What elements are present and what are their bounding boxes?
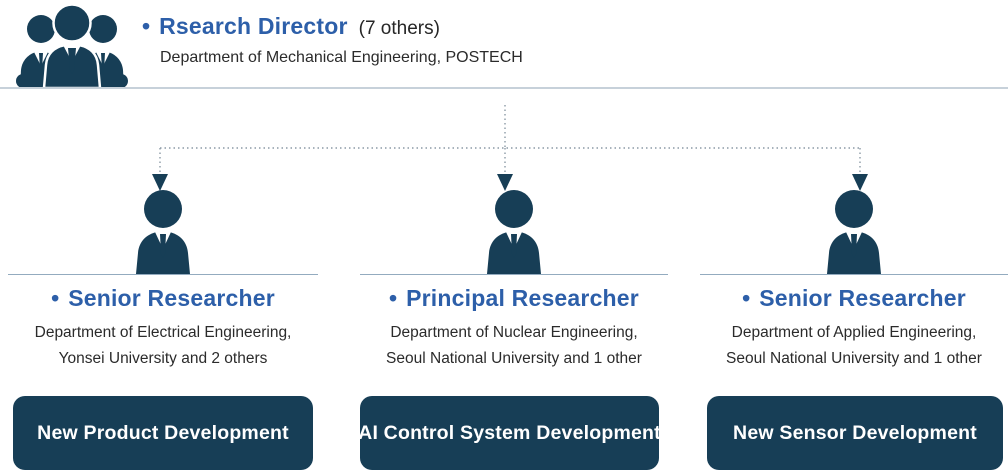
- header-divider: [0, 87, 1008, 89]
- researcher-person-icon: [823, 190, 885, 274]
- arrowhead-center-icon: [497, 174, 513, 191]
- branch-dept-line2: Seoul National University and 1 other: [386, 350, 642, 367]
- researcher-person-icon: [132, 190, 194, 274]
- branch-divider: [8, 274, 318, 275]
- branch-dept-line1: Department of Applied Engineering,: [731, 324, 977, 341]
- bullet-icon: •: [389, 285, 398, 311]
- branch-dept-line2: Seoul National University and 1 other: [726, 350, 982, 367]
- project-box-new-product-development: [13, 396, 313, 470]
- branch-divider: [360, 274, 668, 275]
- director-affiliation: Department of Mechanical Engineering, POSTECH: [160, 49, 523, 66]
- branch-senior-researcher-1: [8, 190, 318, 372]
- branch-divider: [700, 274, 1008, 275]
- arrowhead-right-icon: [852, 174, 868, 191]
- branch-title: Senior Researcher: [759, 285, 966, 311]
- branch-dept-line1: Department of Electrical Engineering,: [34, 324, 292, 341]
- director-others-count: (7 others): [358, 18, 440, 39]
- project-label: New Product Development: [37, 421, 289, 444]
- bullet-icon: •: [742, 285, 751, 311]
- bullet-icon: •: [142, 13, 151, 39]
- branch-dept-line1: Department of Nuclear Engineering,: [390, 324, 638, 341]
- project-box-new-sensor-development: [707, 396, 1003, 470]
- bullet-icon: •: [51, 285, 60, 311]
- arrowhead-left-icon: [152, 174, 168, 191]
- team-group-icon: [8, 4, 136, 88]
- branch-title: Senior Researcher: [68, 285, 275, 311]
- director-title: Rsearch Director: [159, 13, 348, 39]
- branch-senior-researcher-2: [700, 190, 1008, 372]
- project-label: AI Control System Development: [358, 421, 661, 444]
- project-label: New Sensor Development: [733, 421, 977, 444]
- branch-principal-researcher: [360, 190, 668, 372]
- branch-title: Principal Researcher: [406, 285, 639, 311]
- director-section: [142, 13, 523, 67]
- branch-dept-line2: Yonsei University and 2 others: [58, 350, 268, 367]
- researcher-person-icon: [483, 190, 545, 274]
- connector-lines: [0, 100, 1008, 195]
- project-box-ai-control-system-development: [360, 396, 659, 470]
